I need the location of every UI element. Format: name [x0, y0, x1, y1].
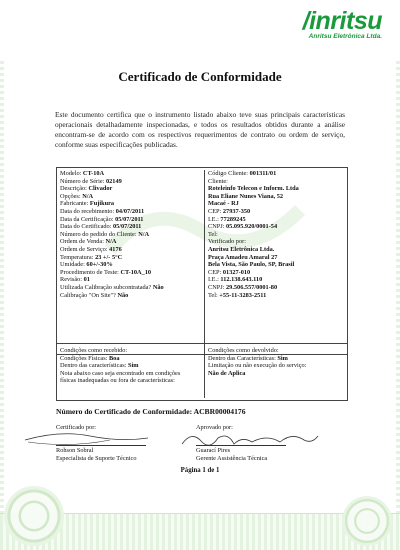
instrument-field-label: Número do pedido do Cliente: — [60, 230, 137, 238]
instrument-field-value: N/A — [138, 230, 150, 238]
client-field-label: Verificado por: — [208, 238, 246, 246]
signature-line-right — [196, 445, 286, 446]
decorative-border-right — [396, 60, 400, 514]
signer-left — [56, 447, 137, 463]
decorative-border-left — [0, 60, 4, 514]
client-field — [208, 276, 347, 284]
client-field-label: Tel: — [208, 291, 218, 299]
logo-wordmark: /inritsu — [302, 7, 382, 35]
instrument-field-value: 05/07/2011 — [112, 223, 142, 231]
client-field-label: CEP: — [208, 207, 222, 215]
client-field — [208, 223, 347, 231]
instrument-field-label: Fabricante: — [60, 200, 89, 208]
client-field — [208, 200, 347, 208]
client-field-value: 112.138.643.110 — [220, 276, 263, 284]
client-field-value: Anritsu Eletrônica Ltda. — [208, 245, 275, 253]
instrument-field-label: Data do recebimento: — [60, 207, 115, 215]
instrument-field — [60, 170, 205, 178]
returned-condition — [208, 347, 347, 355]
signer-left-role: Especialista de Suporte Técnico — [56, 455, 137, 462]
instrument-field-value: Não — [152, 283, 164, 291]
client-field-value: 01327-010 — [222, 268, 251, 276]
client-field-label: CNPJ: — [208, 283, 225, 291]
client-field — [208, 208, 347, 216]
logo-subtitle: Anritsu Eletrônica Ltda. — [308, 33, 382, 40]
returned-condition — [208, 370, 347, 378]
decorative-rosette — [342, 496, 392, 546]
instrument-field-value: Clivador — [88, 185, 113, 193]
signer-left-name: Rohson Sobral — [56, 447, 94, 454]
client-field — [208, 185, 347, 193]
client-field-label: Cliente: — [208, 177, 228, 185]
returned-condition-label: Limitação ou não execução do serviço: — [208, 362, 307, 370]
certificate-number-value: ACBR00004176 — [193, 407, 246, 416]
received-condition — [60, 355, 205, 363]
client-field — [208, 238, 347, 246]
client-field — [208, 216, 347, 224]
client-field-value: 29.506.557/0001-80 — [226, 283, 278, 291]
instrument-field — [60, 238, 205, 246]
client-field-label: I.E.: — [208, 215, 219, 223]
instrument-field — [60, 269, 205, 277]
instrument-field-value: 02149 — [106, 177, 122, 185]
client-field-label: Código Cliente: — [208, 170, 249, 177]
client-field — [208, 246, 347, 254]
client-field — [208, 231, 347, 239]
client-field — [208, 284, 347, 292]
signer-right — [196, 447, 267, 463]
instrument-field-value: 60+/-30% — [86, 261, 113, 269]
instrument-field — [60, 223, 205, 231]
certificate-number — [56, 407, 246, 416]
instrument-field-label: Calibração "On Site"? — [60, 291, 116, 299]
client-field-value: 77289245 — [220, 215, 246, 223]
intro-paragraph: Este documento certifica que o instrumento listado abaixo teve suas principais características operacionais detalhadamente inspecionadas, e todos os resultados obtidos durante a análise encontram-se de acordo com os respectivos requerimentos de contrato ou ordem de serviço, conforme suas especificações publicadas. — [55, 110, 345, 149]
instrument-field — [60, 178, 205, 186]
received-condition — [60, 347, 205, 355]
client-field — [208, 261, 347, 269]
instrument-field — [60, 231, 205, 239]
instrument-field-value: Não — [117, 291, 129, 299]
client-field-label: Tel: — [208, 230, 218, 238]
company-logo — [303, 8, 382, 40]
client-field — [208, 269, 347, 277]
received-condition — [60, 370, 205, 378]
client-field-value: +55-11-3283-2511 — [219, 291, 267, 299]
instrument-field — [60, 193, 205, 201]
instrument-field-label: Procedimento de Teste: — [60, 268, 119, 276]
client-field-value: Roteleinfo Telecon e Inform. Ltda — [208, 185, 299, 193]
instrument-field-label: Utilizada Calibração subcontratada? — [60, 283, 152, 291]
returned-condition — [208, 362, 347, 370]
instrument-field-label: Descrição: — [60, 185, 87, 193]
client-field — [208, 178, 347, 186]
instrument-field-value: CT-10A — [82, 170, 105, 177]
returned-condition — [208, 355, 347, 363]
received-condition — [60, 377, 205, 385]
client-field — [208, 170, 347, 178]
instrument-field — [60, 246, 205, 254]
instrument-field-value: CT-10A_10 — [120, 268, 152, 276]
instrument-field-label: Data do Certificado: — [60, 223, 112, 231]
client-field-value: Bela Vista, São Paulo, SP, Brasil — [208, 261, 295, 269]
instrument-field-label: Umidade: — [60, 261, 85, 269]
returned-condition-label: Dentro das Características: — [208, 354, 276, 362]
client-field — [208, 193, 347, 201]
instrument-field-label: Temperatura: — [60, 253, 94, 261]
instrument-field-label: Número de Série: — [60, 177, 105, 185]
received-condition-label: físicas inadequadas ou fora de características: — [60, 377, 175, 385]
client-field-value: 27937-350 — [222, 207, 251, 215]
returned-condition-label: Condições como devolvido: — [208, 347, 279, 354]
instrument-field-label: Revisão: — [60, 276, 83, 284]
client-field — [208, 292, 347, 300]
received-condition-value: Sim — [128, 362, 139, 370]
instrument-field-label: Modelo: — [60, 170, 82, 177]
received-condition-label: Condições como recebido: — [60, 347, 128, 354]
certificate-number-label: Número do Certificado de Conformidade: — [56, 407, 193, 416]
client-field-value: Praça Amadeu Amaral 27 — [208, 253, 278, 261]
client-field-value: 001311/01 — [249, 170, 277, 177]
received-condition — [60, 362, 205, 370]
instrument-field — [60, 254, 205, 262]
received-condition-label: Dentro das características: — [60, 362, 127, 370]
instrument-field-label: Opções: — [60, 192, 81, 200]
instrument-field-label: Ordem de Venda: — [60, 238, 104, 246]
instrument-field — [60, 200, 205, 208]
conditions-table — [56, 343, 348, 401]
document-title: Certificado de Conformidade — [118, 69, 282, 84]
received-condition-label: Condições Físicas: — [60, 354, 108, 362]
client-field-label: CEP: — [208, 268, 222, 276]
instrument-field-value: N/A — [82, 192, 94, 200]
instrument-field — [60, 292, 205, 300]
instrument-field-label: Data da Certificação: — [60, 215, 114, 223]
instrument-field — [60, 284, 205, 292]
client-field-value: Macaé - RJ — [208, 200, 239, 208]
approved-by-label: Aprovado por: — [196, 424, 233, 431]
instrument-field-value: 01 — [83, 276, 90, 284]
instrument-field-value: 4176 — [109, 245, 122, 253]
decorative-rosette — [4, 486, 64, 546]
certified-by-label: Certificado por: — [56, 424, 97, 431]
received-condition-label: Nota abaixo caso seja encontrado em condições — [60, 369, 181, 377]
instrument-field-value: 05/07/2011 — [115, 215, 144, 223]
client-field-value: Rua Eliane Nunes Viana, 52 — [208, 192, 284, 200]
instrument-details-table — [56, 167, 348, 355]
signer-right-role: Gerente Assistência Técnica — [196, 455, 268, 462]
instrument-field-value: N/A — [105, 238, 117, 246]
received-condition-value: Boa — [108, 354, 120, 362]
instrument-field — [60, 216, 205, 224]
instrument-field — [60, 208, 205, 216]
instrument-field-label: Ordem de Serviço: — [60, 245, 108, 253]
client-info-column — [204, 170, 347, 352]
instrument-field — [60, 185, 205, 193]
client-field-value: 05.095.920/0001-54 — [226, 223, 278, 231]
instrument-field-value: 04/07/2011 — [115, 207, 145, 215]
instrument-field-value: 23 +/- 5°C — [95, 253, 123, 261]
signature-line-left — [56, 445, 146, 446]
client-field-label: CNPJ: — [208, 223, 225, 231]
received-conditions-column — [57, 347, 205, 398]
page-number: Página 1 de 1 — [180, 467, 220, 474]
instrument-field-value: Fujikura — [89, 200, 115, 208]
returned-condition-value: Não de Aplica — [208, 369, 246, 377]
returned-condition-value: Sim — [277, 354, 288, 362]
instrument-field — [60, 261, 205, 269]
client-field-label: I.E.: — [208, 276, 219, 284]
client-field — [208, 254, 347, 262]
instrument-field — [60, 276, 205, 284]
instrument-info-column — [57, 170, 205, 352]
signer-right-name: Guarací Pires — [196, 447, 231, 454]
returned-conditions-column — [204, 347, 347, 398]
